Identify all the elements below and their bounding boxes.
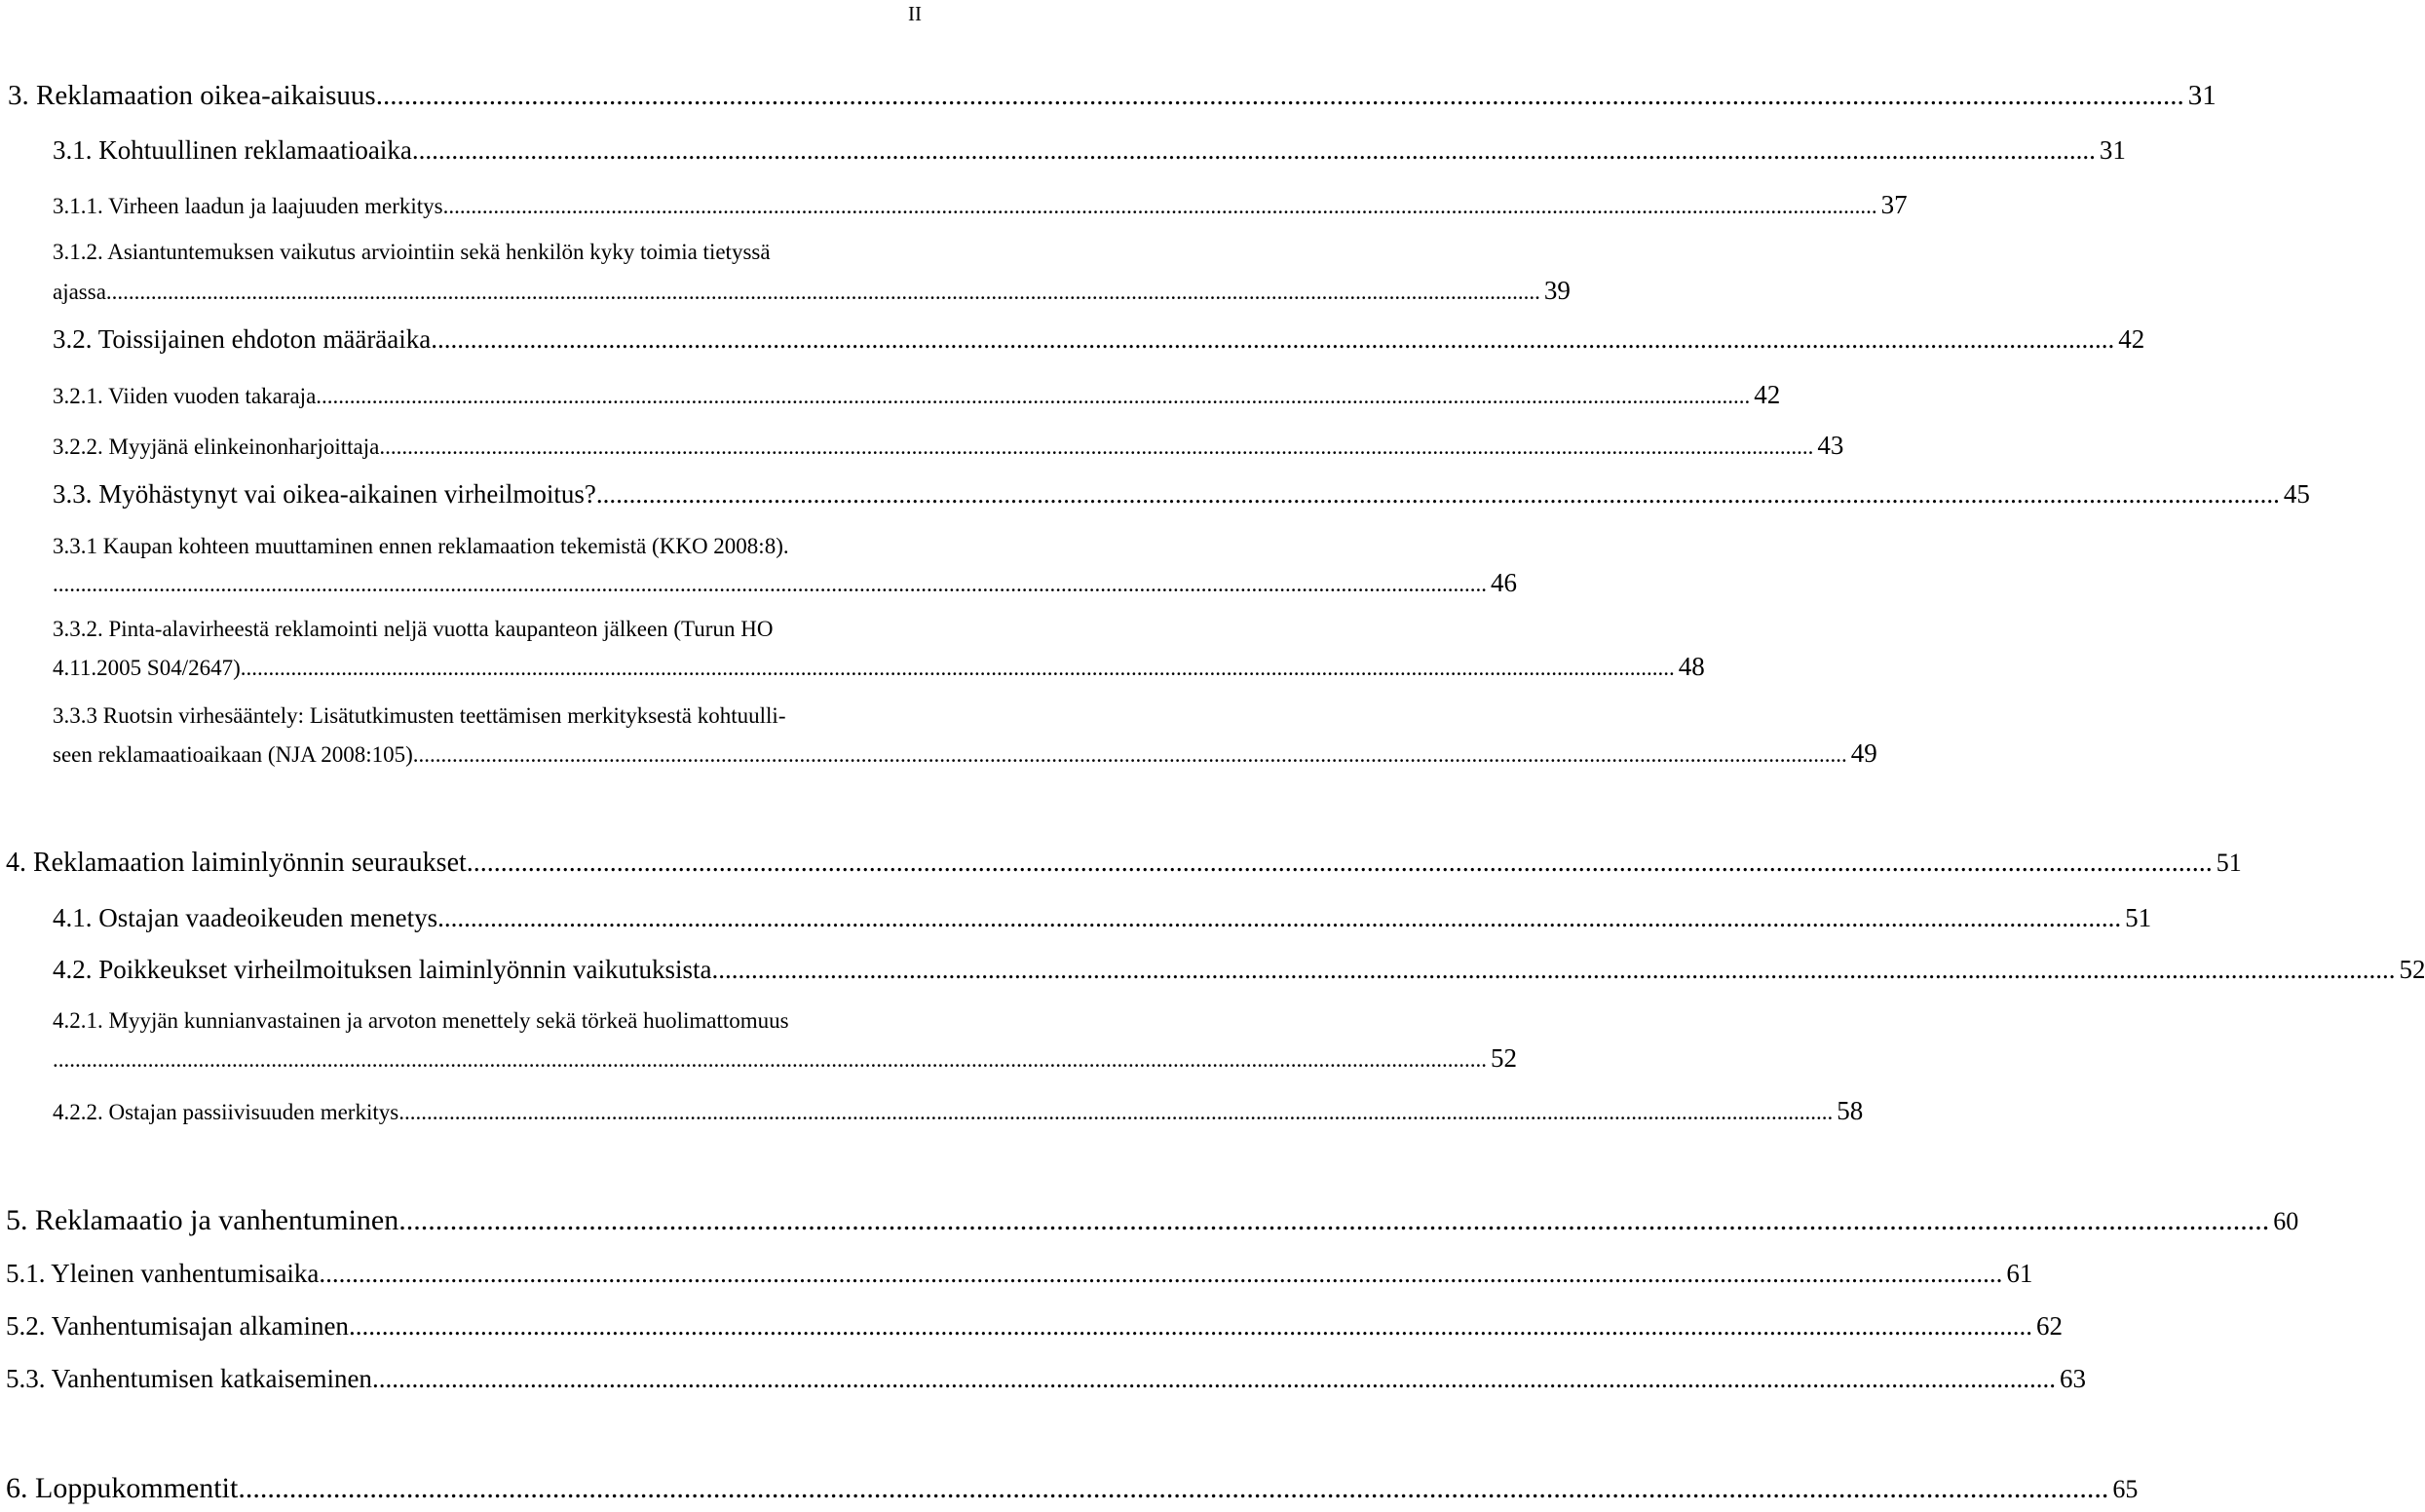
toc-entry-5-2[interactable] — [6, 1311, 2063, 1342]
toc-entry-label: 5.2. Vanhentumisajan alkaminen — [6, 1311, 349, 1341]
toc-entry-5[interactable] — [6, 1204, 2299, 1237]
toc-entry-3-3-2[interactable] — [53, 652, 1705, 682]
toc-entry-label: 3.1. Kohtuullinen reklamaatioaika — [53, 135, 412, 165]
toc-entry-page: 31 — [2099, 135, 2126, 165]
toc-entry-page: 39 — [1543, 276, 1571, 305]
leader-dots: ................................................................................................................................................................................................................................................................ — [711, 955, 2396, 984]
toc-entry-3-3-3[interactable] — [53, 738, 1877, 769]
toc-entry-label: 5.1. Yleinen vanhentumisaika — [6, 1259, 320, 1288]
leader-dots: ................................................................................................................................................................................................................................................................ — [466, 848, 2213, 878]
toc-entry-4-2-2[interactable] — [53, 1096, 1864, 1126]
toc-entry-3-2[interactable] — [53, 324, 2145, 355]
toc-entry-page: 49 — [1850, 738, 1877, 768]
toc-entry-5-3[interactable] — [6, 1364, 2086, 1394]
leader-dots: ................................................................................................................................................................................................................................................................ — [398, 1100, 1834, 1124]
toc-entry-label: 4.2. Poikkeukset virheilmoituksen laiminlyönnin vaikutuksista — [53, 955, 712, 984]
toc-entry-label: 3.1.1. Virheen laadun ja laajuuden merkitys — [53, 194, 443, 218]
leader-dots: ................................................................................................................................................................................................................................................................ — [595, 479, 2280, 509]
toc-entry-page: 65 — [2112, 1475, 2139, 1503]
toc-entry-4-2[interactable] — [53, 955, 2425, 985]
leader-dots: ................................................................................................................................................................................................................................................................ — [398, 1204, 2270, 1236]
toc-entry-3-3-2-line1[interactable]: 3.3.2. Pinta-alavirheestä reklamointi neljä vuotta kaupanteon jälkeen (Turun HO — [53, 617, 774, 641]
page-number: II — [908, 2, 922, 25]
toc-entry-page: 62 — [2035, 1311, 2063, 1341]
toc-entry-page: 60 — [2273, 1207, 2299, 1235]
toc-entry-3-1-2-line1[interactable]: 3.1.2. Asiantuntemuksen vaikutus arviointiin sekä henkilön kyky toimia tietyssä — [53, 240, 771, 264]
toc-entry-4-1[interactable] — [53, 903, 2152, 933]
leader-dots: ................................................................................................................................................................................................................................................................ — [319, 1259, 2003, 1288]
toc-entry-3-1-2[interactable] — [53, 276, 1571, 306]
toc-entry-label: ajassa — [53, 280, 106, 304]
toc-entry-page: 58 — [1837, 1096, 1864, 1125]
toc-entry-label: 6. Loppukommentit — [6, 1472, 239, 1504]
toc-entry-label: 5. Reklamaatio ja vanhentuminen — [6, 1204, 399, 1236]
toc-entry-page: 37 — [1880, 190, 1908, 219]
toc-entry-label: seen reklamaatioaikaan (NJA 2008:105) — [53, 742, 413, 767]
toc-entry-page: 46 — [1491, 568, 1517, 597]
leader-dots: ................................................................................................................................................................................................................................................................ — [240, 656, 1675, 680]
leader-dots: ................................................................................................................................................................................................................................................................ — [53, 1047, 1487, 1072]
toc-entry-page: 52 — [2399, 955, 2425, 984]
toc-entry-page: 61 — [2006, 1259, 2033, 1288]
toc-entry-3[interactable] — [8, 80, 2217, 112]
toc-entry-6[interactable] — [6, 1472, 2139, 1505]
toc-entry-4[interactable] — [6, 848, 2242, 879]
leader-dots: ................................................................................................................................................................................................................................................................ — [412, 742, 1847, 767]
toc-entry-label: 5.3. Vanhentumisen katkaiseminen — [6, 1364, 372, 1393]
leader-dots: ................................................................................................................................................................................................................................................................ — [379, 435, 1814, 459]
leader-dots: ................................................................................................................................................................................................................................................................ — [238, 1472, 2109, 1504]
toc-entry-page: 45 — [2283, 479, 2310, 509]
toc-entry-3-3-1-line1[interactable]: 3.3.1 Kaupan kohteen muuttaminen ennen reklamaation tekemistä (KKO 2008:8). — [53, 534, 789, 558]
leader-dots: ................................................................................................................................................................................................................................................................ — [348, 1311, 2032, 1341]
leader-dots: ................................................................................................................................................................................................................................................................ — [53, 572, 1487, 596]
toc-entry-page: 31 — [2187, 80, 2217, 111]
toc-entry-label: 4.2.2. Ostajan passiivisuuden merkitys — [53, 1100, 399, 1124]
leader-dots: ................................................................................................................................................................................................................................................................ — [411, 135, 2096, 165]
toc-entry-4-2-1[interactable] — [53, 1043, 1517, 1074]
leader-dots: ................................................................................................................................................................................................................................................................ — [375, 80, 2184, 111]
toc-entry-4-2-1-line1[interactable]: 4.2.1. Myyjän kunnianvastainen ja arvoton menettely sekä törkeä huolimattomuus — [53, 1008, 789, 1033]
toc-entry-label: 4. Reklamaation laiminlyönnin seuraukset — [6, 848, 467, 878]
toc-entry-page: 51 — [2125, 903, 2152, 932]
toc-entry-page: 48 — [1678, 652, 1705, 681]
toc-entry-page: 43 — [1817, 431, 1844, 460]
toc-entry-3-3-3-line1[interactable]: 3.3.3 Ruotsin virhesääntely: Lisätutkimusten teettämisen merkityksestä kohtuulli- — [53, 703, 786, 728]
leader-dots: ................................................................................................................................................................................................................................................................ — [437, 903, 2122, 932]
leader-dots: ................................................................................................................................................................................................................................................................ — [371, 1364, 2056, 1393]
toc-entry-label: 4.1. Ostajan vaadeoikeuden menetys — [53, 903, 438, 932]
toc-entry-page: 42 — [1754, 380, 1781, 409]
leader-dots: ................................................................................................................................................................................................................................................................ — [105, 280, 1540, 304]
toc-entry-3-3[interactable] — [53, 479, 2310, 510]
toc-entry-page: 63 — [2059, 1364, 2086, 1393]
leader-dots: ................................................................................................................................................................................................................................................................ — [442, 194, 1877, 218]
toc-entry-5-1[interactable] — [6, 1259, 2033, 1289]
toc-entry-label: 3.2. Toissijainen ehdoton määräaika — [53, 324, 432, 354]
toc-entry-label: 4.11.2005 S04/2647) — [53, 656, 241, 680]
leader-dots: ................................................................................................................................................................................................................................................................ — [431, 324, 2115, 354]
toc-entry-label: 3.2.1. Viiden vuoden takaraja — [53, 384, 317, 408]
toc-entry-3-1[interactable] — [53, 135, 2126, 166]
toc-entry-3-2-1[interactable] — [53, 380, 1781, 410]
toc-entry-label: 3.3. Myöhästynyt vai oikea-aikainen virheilmoitus? — [53, 479, 596, 509]
toc-entry-3-3-1[interactable] — [53, 568, 1517, 598]
toc-entry-page: 52 — [1491, 1043, 1517, 1073]
toc-entry-page: 51 — [2216, 849, 2242, 877]
toc-entry-page: 42 — [2118, 324, 2145, 354]
toc-entry-label: 3.2.2. Myyjänä elinkeinonharjoittaja — [53, 435, 380, 459]
toc-entry-3-2-2[interactable] — [53, 431, 1844, 461]
toc-entry-3-1-1[interactable] — [53, 190, 1908, 220]
toc-entry-label: 3. Reklamaation oikea-aikaisuus — [8, 80, 376, 111]
leader-dots: ................................................................................................................................................................................................................................................................ — [316, 384, 1751, 408]
